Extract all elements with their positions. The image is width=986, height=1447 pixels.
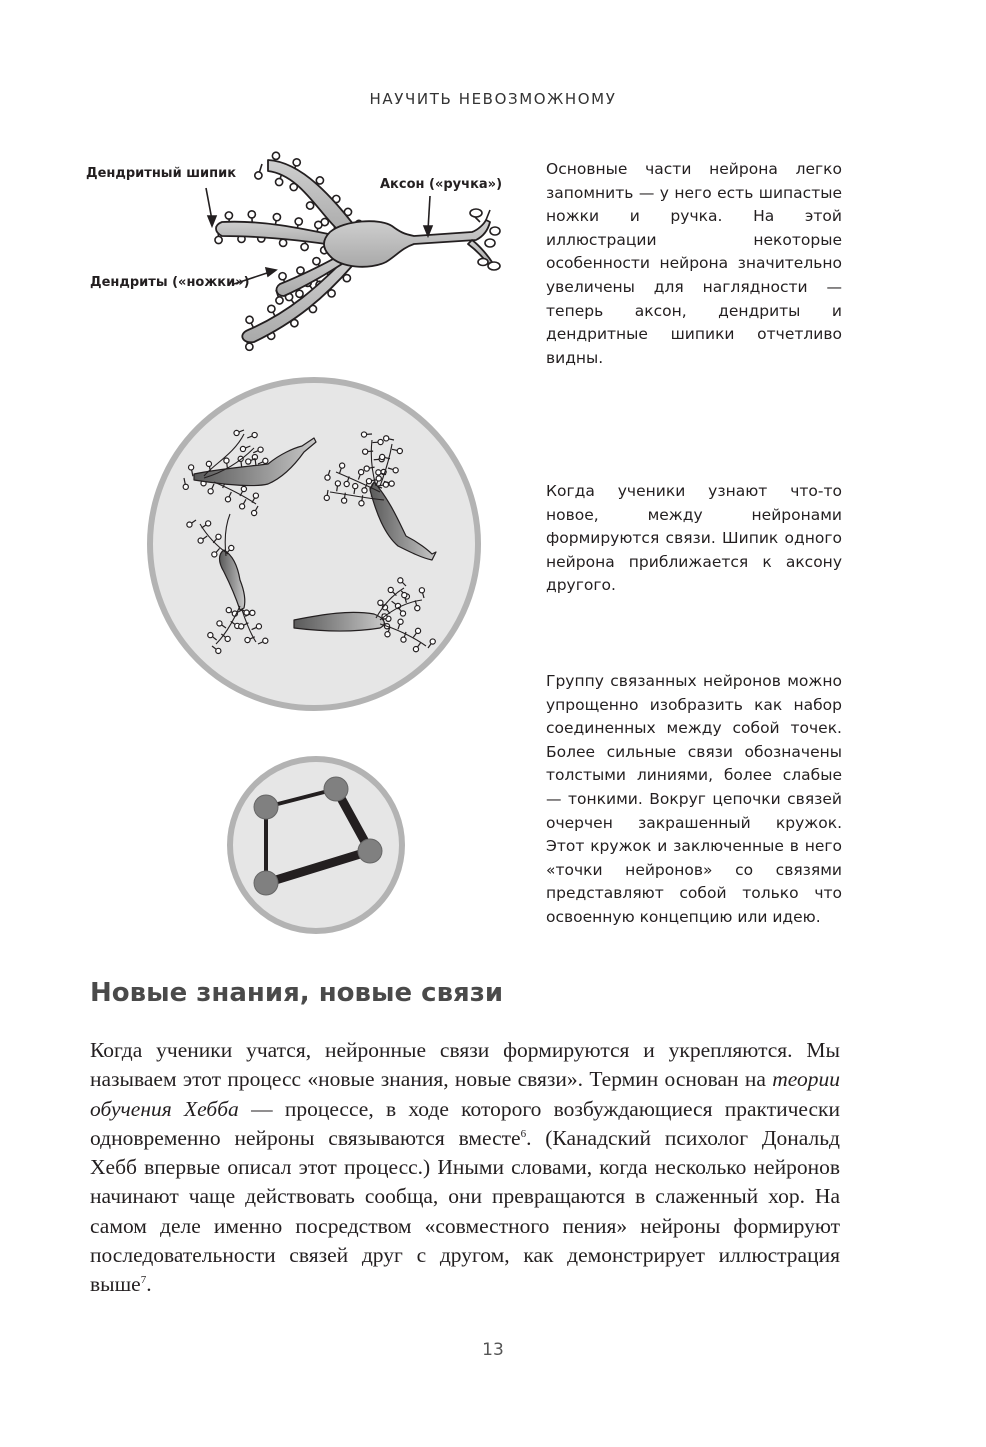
spine-knob	[361, 432, 366, 437]
spine-knob	[258, 447, 263, 452]
section-heading: Новые знания, новые связи	[90, 978, 504, 1008]
spine-knob	[198, 538, 203, 543]
spine-knob	[389, 481, 394, 486]
spine-knob	[378, 600, 383, 605]
spine-knob	[229, 545, 234, 550]
spine-knob	[301, 243, 308, 250]
spine-knob	[189, 465, 194, 470]
spine-knob	[255, 172, 262, 179]
spine-knob	[293, 159, 300, 166]
spine-knob	[246, 459, 251, 464]
spine-knob	[208, 632, 213, 637]
spine-knob	[263, 638, 268, 643]
spine-knob	[378, 439, 383, 444]
spine-knob	[295, 218, 302, 225]
neuron-network-illustration	[144, 374, 484, 714]
spine-knob	[344, 481, 349, 486]
spine-knob	[250, 610, 255, 615]
spine-knob	[225, 212, 232, 219]
page-number: 13	[482, 1340, 504, 1360]
spine-knob	[362, 488, 367, 493]
spine-knob	[393, 468, 398, 473]
spine-knob	[206, 521, 211, 526]
spine-knob	[241, 486, 246, 491]
spine-knob	[315, 221, 322, 228]
spine-knob	[273, 214, 280, 221]
spine-knob	[239, 624, 244, 629]
spine-knob	[335, 481, 340, 486]
spine-knob	[415, 628, 420, 633]
spine-knob	[398, 619, 403, 624]
spine-knob	[324, 495, 329, 500]
spine-knob	[325, 475, 330, 480]
body-text-2: — процессе, в ходе которого возбуждающиеся практически одновременно нейроны связываются вместе	[90, 1096, 840, 1150]
footnote-ref-6[interactable]: 6	[520, 1127, 527, 1140]
spine-knob	[226, 607, 231, 612]
spine-knob	[340, 463, 345, 468]
spine-knob	[216, 534, 221, 539]
spine-knob	[276, 178, 283, 185]
spine-knob	[253, 493, 258, 498]
spine-knob	[246, 343, 253, 350]
spine-knob	[384, 436, 389, 441]
spine-knob	[234, 430, 239, 435]
spine-knob	[280, 239, 287, 246]
spine-knob	[206, 461, 211, 466]
running-head: НАУЧИТЬ НЕВОЗМОЖНОМУ	[369, 90, 617, 108]
spine-knob	[380, 454, 385, 459]
body-text-1: Когда ученики учатся, нейронные связи формируются и укрепляются. Мы называем этот процесс «новые знания, новые связи». Термин основан на	[90, 1038, 840, 1092]
spine-knob	[342, 498, 347, 503]
spine-knob	[306, 202, 313, 209]
spine-knob	[256, 624, 261, 629]
spine-knob	[216, 648, 221, 653]
spine-knob	[252, 432, 257, 437]
spine-knob	[363, 449, 368, 454]
spine-knob	[252, 510, 257, 515]
spine-knob	[212, 552, 217, 557]
spine-knob	[225, 497, 230, 502]
spine-knob	[415, 606, 420, 611]
spine-knob	[296, 290, 303, 297]
spine-knob	[316, 177, 323, 184]
dendrites-label: Дендриты («ножки»)	[90, 275, 250, 290]
spine-knob	[401, 637, 406, 642]
spine-knob	[385, 632, 390, 637]
spine-knob	[400, 611, 405, 616]
spine-knob	[376, 470, 381, 475]
spine-knob	[353, 483, 358, 488]
chunk-caption: Группу связанных нейронов можно упрощенно изобразить как набор соединенных между собой точек. Более сильные связи обозначены толстыми линиями, более слабые — тонкими. Вокруг цепочки связей очерчен закрашенный кружок. Этот кружок и заключенные в него «точки нейронов» со связями представляют собой только что освоенную концепцию или идею.	[546, 672, 842, 926]
chunk-illustration	[226, 755, 406, 935]
spine-knob	[297, 267, 304, 274]
spine-knob	[215, 236, 222, 243]
spine-knob	[398, 578, 403, 583]
spine-knob	[276, 297, 283, 304]
connections-caption: Когда ученики узнают что-то новое, между нейронами формируются связи. Шипик одного нейрона приближается к аксону другого.	[546, 482, 842, 595]
spine-knob	[359, 501, 364, 506]
body-text-4: .	[146, 1272, 152, 1297]
spine-label: Дендритный шипик	[86, 166, 237, 181]
spine-knob	[248, 211, 255, 218]
spine-knob	[388, 587, 393, 592]
spine-knob	[245, 637, 250, 642]
spine-knob	[279, 273, 286, 280]
body-text-3: . (Канадский психолог Дональд Хебб впервые описал этот процесс.) Иными словами, когда несколько нейронов начинают чаще действовать сообща, они превращаются в слаженный хор. На самом деле именно посредством «совместного пения» нейроны формируют последовательности связей друг с другом, как демонстрирует иллюстрация выше	[90, 1125, 840, 1297]
axon-label: Аксон («ручка»)	[380, 177, 503, 192]
spine-knob	[272, 152, 279, 159]
spine-knob	[208, 489, 213, 494]
footnote-ref-7[interactable]: 7	[140, 1274, 147, 1287]
spine-knob	[419, 588, 424, 593]
spine-knob	[413, 647, 418, 652]
spine-knob	[217, 621, 222, 626]
spine-knob	[268, 305, 275, 312]
spine-knob	[263, 458, 268, 463]
spine-knob	[430, 639, 435, 644]
spine-knob	[183, 484, 188, 489]
section-body	[90, 1036, 840, 1300]
spine-knob	[240, 446, 245, 451]
neuron-caption: Основные части нейрона легко запомнить — у него есть шипастые ножки и ручка. На этой иллюстрации некоторые особенности нейрона значительно увеличены для наглядности — теперь аксон, дендриты и дендритные шипики отчетливо видны.	[546, 160, 842, 367]
spine-knob	[240, 504, 245, 509]
spine-knob	[376, 476, 381, 481]
spine-knob	[225, 636, 230, 641]
spine-knob	[397, 448, 402, 453]
spine-knob	[313, 258, 320, 265]
spine-knob	[224, 458, 229, 463]
spine-knob	[246, 316, 253, 323]
spine-knob	[359, 469, 364, 474]
spine-knob	[364, 466, 369, 471]
spine-knob	[187, 522, 192, 527]
spine-knob	[402, 592, 407, 597]
body-italic-term: теории обучения Хебба	[90, 1067, 840, 1121]
